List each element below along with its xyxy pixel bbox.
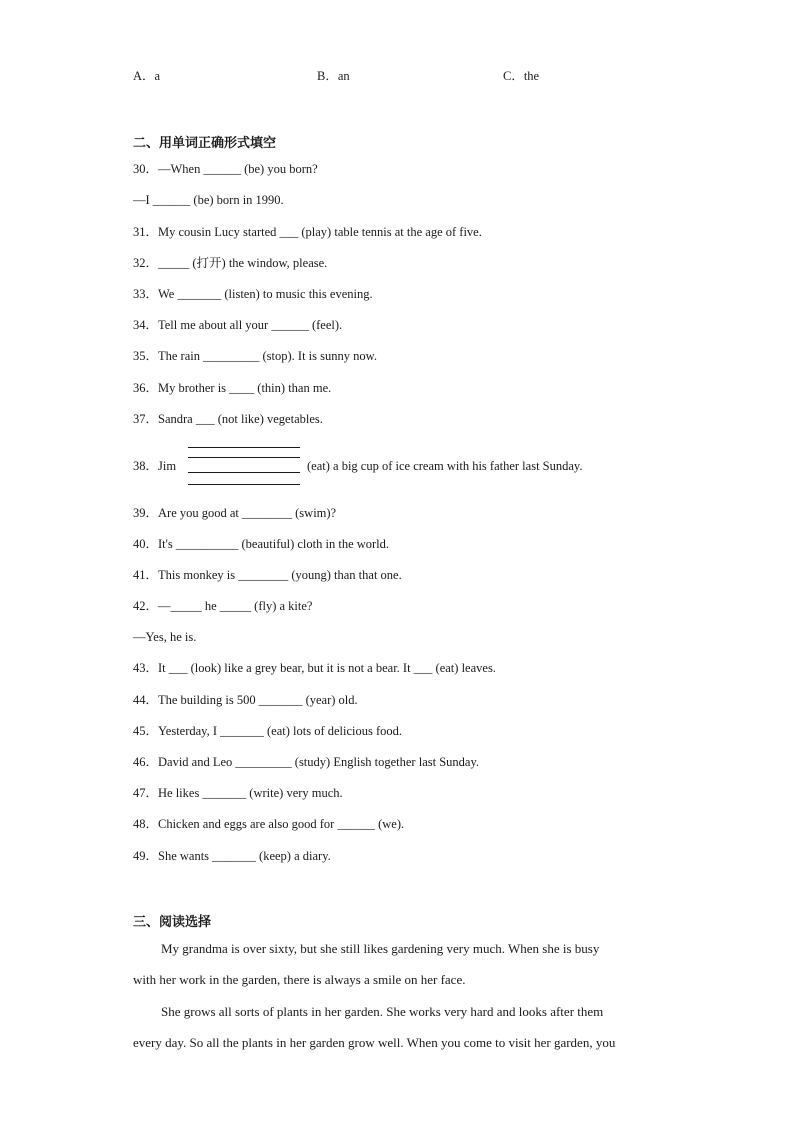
question-32: 32．_____ (打开) the window, please. xyxy=(133,256,328,270)
passage-line: every day. So all the plants in her garden grow well. When you come to visit her garden, you xyxy=(133,1035,616,1050)
section-title: 二、用单词正确形式填空 xyxy=(133,136,277,151)
blank-line xyxy=(188,472,300,473)
question-42-answer: —Yes, he is. xyxy=(133,630,197,644)
question-42: 42．—_____ he _____ (fly) a kite? xyxy=(133,599,313,613)
question-40: 40．It's __________ (beautiful) cloth in the world. xyxy=(133,537,390,551)
passage-line: She grows all sorts of plants in her garden. She works very hard and looks after them xyxy=(161,1004,604,1019)
question-49: 49．She wants _______ (keep) a diary. xyxy=(133,849,331,863)
question-43: 43．It ___ (look) like a grey bear, but it is not a bear. It ___ (eat) leaves. xyxy=(133,661,496,675)
option-c: C．the xyxy=(503,69,540,83)
question-39: 39．Are you good at ________ (swim)? xyxy=(133,506,337,520)
question-33: 33．We _______ (listen) to music this evening. xyxy=(133,287,373,301)
question-37: 37．Sandra ___ (not like) vegetables. xyxy=(133,412,323,426)
option-a: A．a xyxy=(133,69,161,83)
question-44: 44．The building is 500 _______ (year) old. xyxy=(133,693,358,707)
question-36: 36．My brother is ____ (thin) than me. xyxy=(133,381,332,395)
question-35: 35．The rain _________ (stop). It is sunny now. xyxy=(133,349,377,363)
question-45: 45．Yesterday, I _______ (eat) lots of delicious food. xyxy=(133,724,403,738)
blank-line xyxy=(188,457,300,458)
blank-line xyxy=(188,447,300,448)
section-title: 三、阅读选择 xyxy=(133,915,212,930)
blank-line xyxy=(188,484,300,485)
question-46: 46．David and Leo _________ (study) English together last Sunday. xyxy=(133,755,480,769)
question-38-text: (eat) a big cup of ice cream with his father last Sunday. xyxy=(307,459,583,473)
question-38-number: 38．Jim xyxy=(133,459,177,473)
question-30-answer: —I ______ (be) born in 1990. xyxy=(133,193,284,207)
question-30: 30．—When ______ (be) you born? xyxy=(133,162,318,176)
option-b: B．an xyxy=(317,69,350,83)
question-41: 41．This monkey is ________ (young) than that one. xyxy=(133,568,402,582)
question-34: 34．Tell me about all your ______ (feel). xyxy=(133,318,343,332)
passage-line: My grandma is over sixty, but she still likes gardening very much. When she is busy xyxy=(161,941,600,956)
question-48: 48．Chicken and eggs are also good for ______ (we). xyxy=(133,817,405,831)
question-31: 31．My cousin Lucy started ___ (play) table tennis at the age of five. xyxy=(133,225,482,239)
question-47: 47．He likes _______ (write) very much. xyxy=(133,786,343,800)
passage-line: with her work in the garden, there is always a smile on her face. xyxy=(133,972,466,987)
